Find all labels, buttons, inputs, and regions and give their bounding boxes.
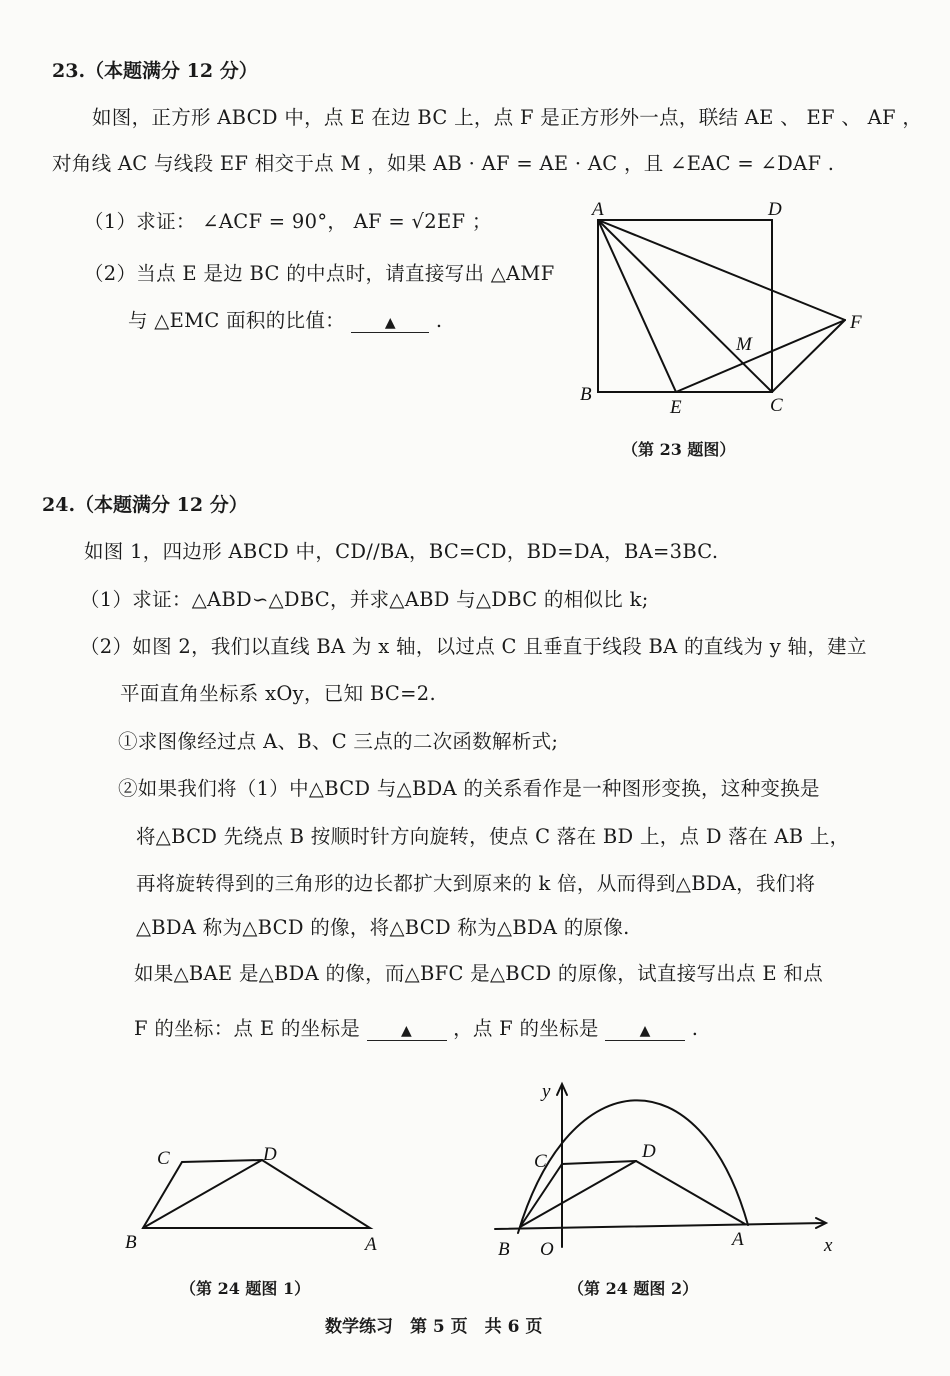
q23-header: 23.（本题满分 12 分）: [52, 60, 258, 82]
q24-sub2-line4: △BDA 称为△BCD 的像，将△BCD 称为△BDA 的原像.: [136, 916, 630, 939]
q23-label-b: B: [580, 384, 592, 405]
q24-sub2-line3: 再将旋转得到的三角形的边长都扩大到原来的 k 倍，从而得到△BDA，我们将: [136, 872, 816, 895]
q23-end-period: .: [435, 309, 443, 332]
q24-fig1-trapezoid: [143, 1160, 370, 1228]
q24-fig1-caption: （第 24 题图 1）: [180, 1279, 311, 1298]
q24-fig2-label-d: D: [642, 1141, 656, 1162]
q24-fig1-label-b: B: [125, 1232, 137, 1253]
q24-part2-line2: 平面直角坐标系 xOy，已知 BC=2.: [120, 682, 436, 705]
q23-label-d: D: [768, 199, 782, 220]
q24-figure2: [490, 1075, 850, 1270]
q23-part1: （1）求证： ∠ACF = 90°， AF = √2EF ；: [84, 210, 492, 233]
q23-stem-line1: 如图，正方形 ABCD 中，点 E 在边 BC 上，点 F 是正方形外一点，联结 AE 、 EF 、 AF ，: [92, 106, 923, 129]
q23-part2-line1: （2）当点 E 是边 BC 的中点时，请直接写出 △AMF: [84, 262, 555, 285]
q24-fig2-label-c: C: [534, 1151, 547, 1172]
q24-fig2-label-y: y: [542, 1081, 551, 1102]
q24-f-coordinate-text: ，点 F 的坐标是: [453, 1017, 599, 1040]
q24-stem: 如图 1，四边形 ABCD 中，CD//BA，BC=CD，BD=DA，BA=3BC.: [84, 540, 719, 563]
q24-e-coordinate-text: F 的坐标：点 E 的坐标是: [134, 1017, 361, 1040]
q24-part1: （1）求证：△ABD∽△DBC，并求△ABD 与△DBC 的相似比 k;: [80, 588, 649, 611]
q24-part2-line1: （2）如图 2，我们以直线 BA 为 x 轴，以过点 C 且垂直于线段 BA 的直线为 y 轴，建立: [80, 635, 867, 658]
q23-segment-af: [598, 220, 845, 320]
q24-figure1: [115, 1130, 395, 1260]
q23-label-a: A: [592, 199, 604, 220]
q23-figure: [570, 195, 870, 425]
q24-fig2-segment-da: [636, 1161, 745, 1224]
q24-header: 24.（本题满分 12 分）: [42, 494, 248, 516]
q24-sub2-line5: 如果△BAE 是△BDA 的像，而△BFC 是△BCD 的原像，试直接写出点 E 和点: [134, 962, 824, 985]
q23-part2-line2: [128, 305, 442, 333]
q24-fig2-label-b: B: [498, 1239, 510, 1260]
q23-label-f: F: [850, 312, 862, 333]
q24-fig2-parabola: [518, 1100, 748, 1233]
q24-f-answer-blank[interactable]: ▲: [605, 1022, 685, 1041]
q23-label-m: M: [736, 334, 752, 355]
q23-segment-cf: [772, 320, 845, 392]
q23-part2-text: 与 △EMC 面积的比值：: [128, 309, 345, 332]
q24-fig2-segment-cd: [562, 1161, 636, 1164]
q23-figure-caption: （第 23 题图）: [622, 440, 736, 459]
q24-end-period: .: [691, 1017, 699, 1040]
q24-fig1-label-a: A: [365, 1234, 377, 1255]
q24-fig2-label-x: x: [824, 1235, 833, 1256]
q24-fig2-label-o: O: [540, 1239, 554, 1260]
q24-sub2-line2: 将△BCD 先绕点 B 按顺时针方向旋转，使点 C 落在 BD 上，点 D 落在 AB 上，: [136, 825, 850, 848]
q23-label-e: E: [670, 397, 682, 418]
q23-label-c: C: [770, 395, 783, 416]
q24-sub1: ①求图像经过点 A、B、C 三点的二次函数解析式;: [118, 730, 559, 753]
q23-answer-blank[interactable]: ▲: [351, 314, 429, 333]
q24-sub2-line6: [134, 1013, 698, 1041]
q24-fig1-label-d: D: [263, 1144, 277, 1165]
q24-fig2-x-axis: [495, 1223, 825, 1229]
q24-fig1-diagonal-bd: [143, 1160, 262, 1228]
q24-fig2-label-a: A: [732, 1229, 744, 1250]
q23-stem-line2: 对角线 AC 与线段 EF 相交于点 M ，如果 AB · AF = AE · AC ，且 ∠EAC = ∠DAF .: [52, 152, 835, 175]
q24-e-answer-blank[interactable]: ▲: [367, 1022, 447, 1041]
q24-sub2-line1: ②如果我们将（1）中△BCD 与△BDA 的关系看作是一种图形变换，这种变换是: [118, 777, 820, 800]
q23-diagonal-ac: [598, 220, 772, 392]
q24-fig2-caption: （第 24 题图 2）: [568, 1279, 699, 1298]
q24-fig1-label-c: C: [157, 1148, 170, 1169]
page-footer: 数学练习 第 5 页 共 6 页: [325, 1317, 543, 1337]
